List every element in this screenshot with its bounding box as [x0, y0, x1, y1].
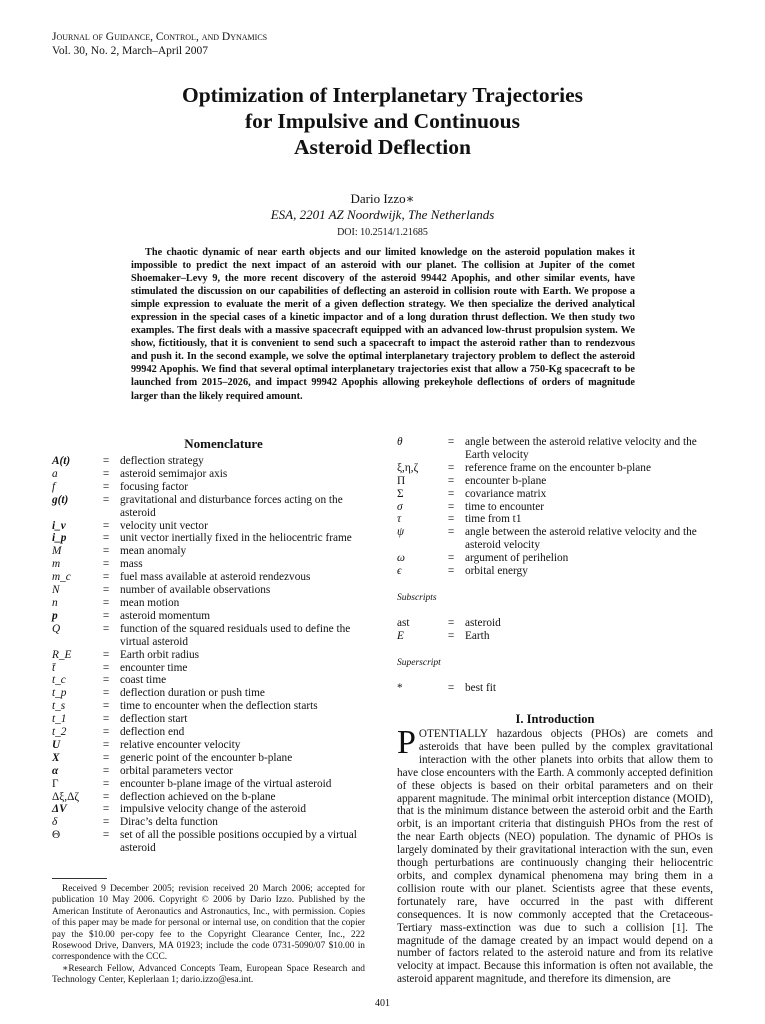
nomenclature-row: [397, 436, 713, 462]
equals-sign: =: [102, 455, 110, 467]
nomenclature-row: [52, 558, 365, 571]
nomenclature-symbol: A(t): [52, 455, 71, 467]
equals-sign: =: [447, 487, 455, 500]
nomenclature-definition: gravitational and disturbance forces acting on the asteroid: [120, 493, 343, 519]
nomenclature-row: [397, 462, 713, 475]
nomenclature-symbol: t_c: [52, 674, 66, 687]
nomenclature-symbol: t_p: [52, 687, 67, 700]
nomenclature-definition: set of all the possible positions occupied by a virtual asteroid: [120, 829, 357, 855]
nomenclature-row: [52, 778, 365, 791]
equals-sign: =: [447, 474, 455, 487]
nomenclature-definition: Earth orbit radius: [120, 648, 200, 661]
title-line: for Impulsive and Continuous: [244, 109, 520, 133]
nomenclature-definition: argument of perihelion: [465, 552, 569, 565]
equals-sign: =: [102, 700, 110, 713]
nomenclature-row: [52, 700, 365, 713]
nomenclature-row: [52, 468, 365, 481]
equals-sign: =: [102, 777, 110, 790]
nomenclature-symbol: Γ: [52, 777, 59, 790]
page-number: 401: [375, 998, 390, 1009]
nomenclature-definition: encounter b-plane image of the virtual asteroid: [120, 777, 332, 790]
nomenclature-definition: asteroid semimajor axis: [120, 467, 228, 480]
nomenclature-row: [52, 803, 365, 816]
nomenclature-row: [397, 526, 713, 552]
nomenclature-symbol: m: [52, 558, 61, 571]
nomenclature-row: [52, 520, 365, 533]
nomenclature-symbol: R_E: [52, 648, 72, 661]
equals-sign: =: [447, 461, 455, 474]
nomenclature-definition: encounter time: [120, 661, 188, 674]
nomenclature-row: [397, 475, 713, 488]
nomenclature-definition: deflection end: [120, 726, 185, 739]
nomenclature-symbol: σ: [397, 500, 403, 513]
nomenclature-row: [52, 649, 365, 662]
nomenclature-symbol: i_p: [52, 532, 67, 545]
journal-header: [52, 30, 267, 58]
nomenclature-symbol: ξ,η,ζ: [397, 461, 419, 474]
equals-sign: =: [447, 552, 455, 565]
journal-volume: Vol. 30, No. 2, March–April 2007: [52, 45, 208, 57]
nomenclature-symbol: t̄: [52, 661, 56, 674]
nomenclature-definition: deflection strategy: [120, 455, 204, 467]
equals-sign: =: [102, 803, 110, 816]
nomenclature-row: [52, 687, 365, 700]
affiliation: ESA, 2201 AZ Noordwijk, The Netherlands: [270, 207, 495, 222]
equals-sign: =: [102, 545, 110, 558]
nomenclature-symbol: δ: [52, 816, 58, 829]
nomenclature-row: [52, 610, 365, 623]
nomenclature-definition: time to encounter when the deflection starts: [120, 700, 318, 713]
equals-sign: =: [102, 648, 110, 661]
nomenclature-row: [52, 494, 365, 520]
nomenclature-symbol: t_2: [52, 726, 67, 739]
nomenclature-row: [397, 488, 713, 501]
title-line: Optimization of Interplanetary Trajectories: [181, 83, 584, 107]
journal-name: Journal of Guidance, Control, and Dynamics: [52, 31, 268, 43]
abstract: The chaotic dynamic of near earth objects and our limited knowledge on the asteroid population makes it impossible to predict the next impact of an asteroid with our planet. The collision at Jupiter of the comet Shoemaker–Levy 9, the more recent discovery of the asteroid 99442 Apophis, and other similar events, have stimulated the discussion on our capabilities of deflecting an asteroid in collision route with Earth. We propose a simple expression to evaluate the merit of a given deflection strategy. We then specialize the derived analytical expression in the special cases of a kinetic impactor and of a long duration thrust deflection. We then study two examples. The first deals with a massive spacecraft equipped with an advanced low-thrust propulsion system. We show, fictitiously, that it is convenient to send such a spacecraft to impact the asteroid rather than to rendezvous and push it. In the second example, we solve the optimal interplanetary trajectory problem to deflect the asteroid 99942 Apophis. We find that several optimal interplanetary trajectories exist that allow a 750-Kg spacecraft to be launched from 2015–2026, and impact 99942 Apophis allowing prekeyhole deflections of orders of magnitude larger than the likely required amount.: [131, 247, 635, 402]
nomenclature-definition: time from t1: [465, 513, 522, 526]
equals-sign: =: [447, 681, 455, 694]
nomenclature-row: [52, 713, 365, 726]
nomenclature-list-right: [397, 436, 713, 695]
nomenclature-row: [397, 630, 713, 643]
nomenclature-subheading: Superscript: [397, 657, 441, 668]
equals-sign: =: [102, 609, 110, 622]
nomenclature-definition: impulsive velocity change of the asteroid: [120, 803, 307, 816]
doi: DOI: 10.2514/1.21685: [337, 227, 428, 238]
nomenclature-definition: deflection start: [120, 713, 188, 726]
footnotes: [52, 884, 365, 987]
nomenclature-subheading: Subscripts: [397, 592, 437, 603]
nomenclature-definition: best fit: [465, 681, 497, 694]
nomenclature-symbol: i_v: [52, 519, 66, 532]
nomenclature-symbol: Θ: [52, 829, 61, 842]
nomenclature-row: [52, 726, 365, 739]
nomenclature-definition: mean motion: [120, 596, 180, 609]
equals-sign: =: [102, 790, 110, 803]
nomenclature-definition: fuel mass available at asteroid rendezvous: [120, 571, 311, 584]
nomenclature-symbol: a: [52, 467, 58, 480]
nomenclature-symbol: n: [52, 596, 58, 609]
nomenclature-definition: encounter b-plane: [465, 474, 547, 487]
equals-sign: =: [447, 436, 455, 448]
nomenclature-row: [52, 584, 365, 597]
nomenclature-row: [52, 791, 365, 804]
equals-sign: =: [102, 816, 110, 829]
equals-sign: =: [102, 532, 110, 545]
nomenclature-row: [52, 623, 365, 649]
nomenclature-symbol: E: [397, 629, 404, 642]
nomenclature-row: [52, 816, 365, 829]
introduction-text: [397, 724, 713, 986]
equals-sign: =: [102, 519, 110, 532]
nomenclature-definition: relative encounter velocity: [120, 738, 241, 751]
nomenclature-row: [52, 674, 365, 687]
equals-sign: =: [102, 829, 110, 842]
author-footnote: ∗Research Fellow, Advanced Concepts Team, European Space Research and Technology Center, Keplerlaan 1; dario.izzo@esa.int.: [52, 963, 365, 986]
nomenclature-definition: deflection duration or push time: [120, 687, 265, 700]
nomenclature-row: [52, 597, 365, 610]
equals-sign: =: [102, 596, 110, 609]
nomenclature-symbol: Q: [52, 622, 61, 635]
nomenclature-definition: Earth: [465, 629, 490, 642]
equals-sign: =: [102, 493, 110, 506]
nomenclature-symbol: U: [52, 738, 61, 751]
nomenclature-symbol: t_1: [52, 713, 67, 726]
nomenclature-symbol: α: [52, 764, 59, 777]
nomenclature-row: [52, 662, 365, 675]
nomenclature-definition: focusing factor: [120, 480, 189, 493]
nomenclature-row: [52, 571, 365, 584]
equals-sign: =: [102, 661, 110, 674]
equals-sign: =: [102, 738, 110, 751]
nomenclature-symbol: ΔV: [52, 803, 67, 816]
nomenclature-symbol: ω: [397, 552, 405, 565]
nomenclature-definition: covariance matrix: [465, 487, 547, 500]
nomenclature-symbol: t_s: [52, 700, 66, 713]
first-word: OTENTIALLY: [418, 728, 489, 740]
paper-title: [0, 82, 765, 160]
equals-sign: =: [102, 467, 110, 480]
nomenclature-row: [52, 765, 365, 778]
equals-sign: =: [102, 687, 110, 700]
nomenclature-symbol: N: [52, 584, 60, 597]
equals-sign: =: [102, 558, 110, 571]
nomenclature-heading: Nomenclature: [184, 436, 263, 451]
author: Dario Izzo∗: [350, 191, 415, 206]
nomenclature-definition: velocity unit vector: [120, 519, 208, 532]
equals-sign: =: [447, 629, 455, 642]
nomenclature-symbol: M: [52, 545, 62, 558]
section-heading: I. Introduction: [515, 712, 595, 726]
nomenclature-row: [52, 455, 365, 468]
nomenclature-definition: Dirac’s delta function: [120, 816, 218, 829]
nomenclature-symbol: ψ: [397, 526, 405, 539]
footnote-rule: [52, 878, 107, 879]
equals-sign: =: [447, 565, 455, 578]
title-line: Asteroid Deflection: [294, 135, 471, 159]
equals-sign: =: [447, 513, 455, 526]
equals-sign: =: [447, 500, 455, 513]
nomenclature-row: [397, 552, 713, 565]
equals-sign: =: [102, 726, 110, 739]
nomenclature-definition: angle between the asteroid relative velocity and the asteroid velocity: [465, 526, 697, 552]
nomenclature-definition: function of the squared residuals used to define the virtual asteroid: [120, 622, 351, 648]
nomenclature-definition: angle between the asteroid relative velocity and the Earth velocity: [465, 436, 697, 461]
nomenclature-definition: coast time: [120, 674, 167, 687]
drop-cap: P: [397, 724, 416, 761]
nomenclature-list-left: [52, 455, 365, 855]
nomenclature-row: [397, 565, 713, 578]
nomenclature-row: [397, 501, 713, 514]
equals-sign: =: [102, 751, 110, 764]
equals-sign: =: [102, 480, 110, 493]
equals-sign: =: [447, 526, 455, 539]
nomenclature-definition: unit vector inertially fixed in the heliocentric frame: [120, 532, 352, 545]
nomenclature-symbol: *: [397, 681, 403, 694]
nomenclature-definition: mass: [120, 558, 143, 571]
nomenclature-definition: asteroid: [465, 616, 501, 629]
nomenclature-symbol: θ: [397, 436, 403, 448]
nomenclature-row: [397, 513, 713, 526]
nomenclature-definition: mean anomaly: [120, 545, 187, 558]
nomenclature-symbol: ast: [397, 616, 410, 629]
nomenclature-row: [397, 617, 713, 630]
nomenclature-definition: asteroid momentum: [120, 609, 211, 622]
nomenclature-symbol: m_c: [52, 571, 71, 584]
nomenclature-definition: number of available observations: [120, 584, 271, 597]
nomenclature-row: [52, 481, 365, 494]
nomenclature-row: [52, 532, 365, 545]
nomenclature-symbol: Π: [397, 474, 406, 487]
equals-sign: =: [102, 622, 110, 635]
nomenclature-symbol: Σ: [397, 487, 404, 500]
nomenclature-row: [52, 829, 365, 855]
nomenclature-definition: orbital energy: [465, 565, 528, 578]
nomenclature-definition: time to encounter: [465, 500, 545, 513]
nomenclature-row: [52, 752, 365, 765]
nomenclature-definition: generic point of the encounter b-plane: [120, 751, 293, 764]
equals-sign: =: [102, 713, 110, 726]
equals-sign: =: [102, 764, 110, 777]
equals-sign: =: [102, 674, 110, 687]
equals-sign: =: [102, 571, 110, 584]
nomenclature-symbol: ϵ: [397, 565, 402, 578]
received-note: Received 9 December 2005; revision received 20 March 2006; accepted for publication 10 May 2006. Copyright © 2006 by Dario Izzo. Published by the American Institute of Aeronautics and Astronautics, Inc., with permission. Copies of this paper may be made for personal or internal use, on condition that the copier pay the $10.00 per-copy fee to the Copyright Clearance Center, Inc., 222 Rosewood Drive, Danvers, MA 01923; include the code 0731-5090/07 $10.00 in correspondence with the CCC.: [52, 884, 365, 963]
nomenclature-definition: orbital parameters vector: [120, 764, 233, 777]
intro-body: hazardous objects (PHOs) are comets and asteroids that have been pulled by the complex gravitational interaction with the other planets into orbits that allow them to have close encounters with the Earth. A commonly accepted definition of these objects is based on their orbital parameters and on their apparent magnitude. The minimal orbit interception distance (MOID), that is the minimum distance between the asteroid orbit and the Earth orbit, is an important criteria that distinguish PHOs from the rest of the near Earth objects (NEO) population. The dynamic of PHOs is largely dominated by their gravitational interaction with the sun, even though perturbations are continuously changing their heliocentric orbits, and complex dynamical phenomena may bring them in a collision route with our planet. Scientists agree that these events, fortunately rare, have occurred in the past with different consequences. It is now commonly accepted that the Cretaceous-Tertiary mass-extinction was due to such a collision [1]. The magnitude of the damage created by an impact would depend on a number of factors related to the asteroid nature and from its relative velocity at impact. Because this information is often not available, the asteroid apparent magnitude, and therefore its dimension, are: [397, 728, 713, 986]
nomenclature-symbol: p: [52, 609, 58, 622]
nomenclature-symbol: f: [52, 480, 56, 493]
equals-sign: =: [447, 616, 455, 629]
nomenclature-row: [52, 739, 365, 752]
nomenclature-symbol: Δξ,Δζ: [52, 790, 80, 803]
nomenclature-symbol: g(t): [52, 493, 69, 506]
nomenclature-row: [52, 545, 365, 558]
equals-sign: =: [102, 584, 110, 597]
nomenclature-symbol: τ: [397, 513, 402, 526]
nomenclature-definition: reference frame on the encounter b-plane: [465, 461, 651, 474]
nomenclature-definition: deflection achieved on the b-plane: [120, 790, 276, 803]
nomenclature-row: [397, 682, 713, 695]
nomenclature-symbol: X: [52, 751, 60, 764]
